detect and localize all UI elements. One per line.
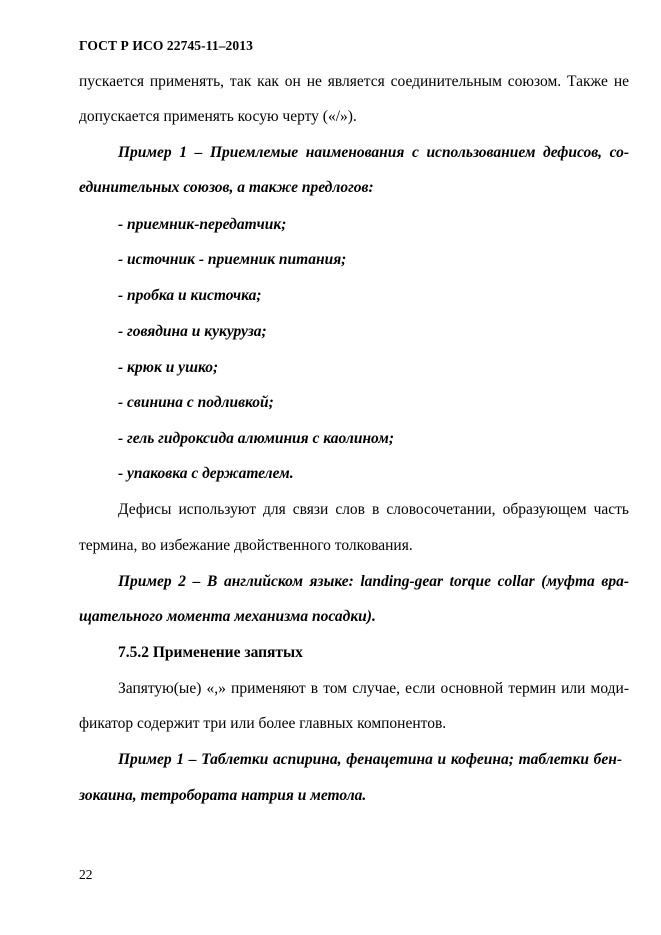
paragraph-line: Дефисы используют для связи слов в словосочетании, образующем часть: [118, 501, 629, 518]
list-item: - крюк и ушко;: [118, 359, 219, 376]
paragraph-line: пускается применять, так как он не является соединительным союзом. Также не: [79, 73, 629, 90]
list-item: - упаковка с держателем.: [118, 465, 294, 482]
list-item: - приемник-передатчик;: [118, 216, 287, 233]
document-header: ГОСТ Р ИСО 22745-11–2013: [79, 38, 253, 53]
example-line: единительных союзов, а также предлогов:: [79, 179, 374, 196]
example-line: щательного момента механизма посадки).: [79, 608, 376, 625]
example-line: зокаина, тетробората натрия и метола.: [79, 787, 367, 804]
example-line: Пример 1 – Приемлемые наименования с использованием дефисов, со-: [118, 144, 629, 161]
list-item: - свинина с подливкой;: [118, 394, 274, 411]
list-item: - гель гидроксида алюминия с каолином;: [118, 430, 394, 447]
list-item: - источник - приемник питания;: [118, 251, 347, 268]
paragraph-line: допускается применять косую черту («/»).: [79, 108, 357, 125]
section-heading: 7.5.2 Применение запятых: [118, 644, 303, 661]
example-line: Пример 1 – Таблетки аспирина, фенацетина и кофеина; таблетки бен-: [118, 751, 622, 768]
paragraph-line: фикатор содержит три или более главных компонентов.: [79, 715, 447, 732]
example-line: Пример 2 – В английском языке: landing-gear torque collar (муфта вра-: [118, 573, 629, 590]
paragraph-line: Запятую(ые) «,» применяют в том случае, если основной термин или моди-: [118, 680, 629, 697]
page-number: 22: [79, 867, 93, 882]
paragraph-line: термина, во избежание двойственного толкования.: [79, 537, 413, 554]
list-item: - пробка и кисточка;: [118, 287, 262, 304]
list-item: - говядина и кукуруза;: [118, 323, 267, 340]
